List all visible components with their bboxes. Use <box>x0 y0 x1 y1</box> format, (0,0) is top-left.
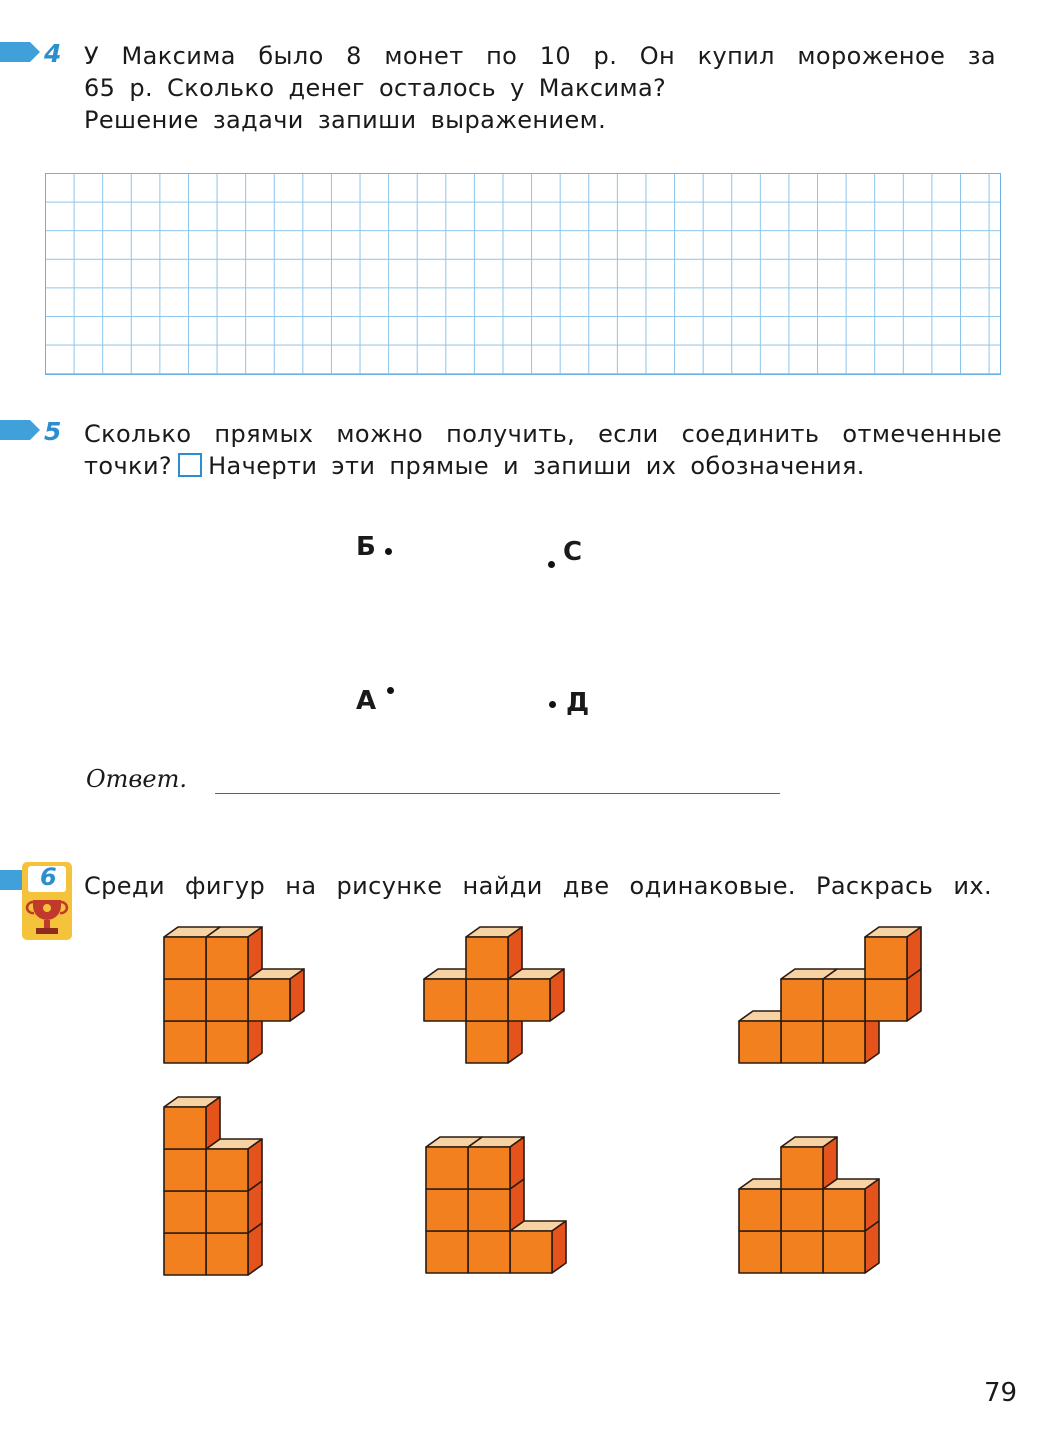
figure-3-cube-1-0 <box>781 1021 823 1063</box>
figure-1-cube-2-1 <box>248 969 304 1021</box>
task4-text <box>84 40 996 136</box>
figure-5[interactable] <box>412 1135 582 1295</box>
task6-text <box>84 870 992 902</box>
figure-6[interactable] <box>725 1135 895 1295</box>
point-a-label: А <box>356 686 377 716</box>
trophy-stem <box>44 920 50 928</box>
figure-5-cube-0-0 <box>426 1231 468 1273</box>
task5-number: 5 <box>44 417 62 446</box>
point-d-label: Д <box>566 688 590 718</box>
figure-5-cube-1-0 <box>468 1231 510 1273</box>
task4-line2: 65 р. Сколько денег осталось у Максима? <box>84 74 667 102</box>
answer-label: Ответ. <box>86 765 187 793</box>
task5-marker <box>0 420 40 440</box>
task5-text <box>84 418 1002 482</box>
figure-4-cube-0-1 <box>164 1191 206 1233</box>
point-b-dot <box>385 548 392 555</box>
figure-3[interactable] <box>725 925 935 1085</box>
figure-6-cube-0-0 <box>739 1231 781 1273</box>
point-d-dot <box>549 701 556 708</box>
figure-4[interactable] <box>150 1095 290 1295</box>
figure-1[interactable] <box>150 925 330 1085</box>
figure-5-cube-2-0 <box>510 1221 566 1273</box>
trophy-star <box>43 904 51 912</box>
figure-1-cube-0-1 <box>164 979 206 1021</box>
figure-4-cube-0-3 <box>164 1097 220 1149</box>
figure-5-cube-0-1 <box>426 1189 468 1231</box>
page-number: 79 <box>984 1378 1018 1408</box>
figure-6-cube-2-1 <box>823 1179 879 1231</box>
task5-line2a: точки? <box>84 452 173 480</box>
figure-3-cube-3-2 <box>865 927 921 979</box>
task5-line1: Сколько прямых можно получить, если соединить отмеченные <box>84 420 1002 448</box>
point-b-label: Б <box>356 532 376 562</box>
figure-1-cube-0-0 <box>164 1021 206 1063</box>
task6-number: 6 <box>40 863 57 891</box>
figure-2-cube-2-1 <box>508 969 564 1021</box>
trophy-base <box>36 928 58 934</box>
figure-2[interactable] <box>410 925 600 1085</box>
figure-6-cube-1-0 <box>781 1231 823 1273</box>
figure-2-cube-1-1 <box>466 979 508 1021</box>
point-a-dot <box>387 687 394 694</box>
answer-line[interactable] <box>215 793 780 794</box>
figure-6-cube-1-2 <box>781 1137 837 1189</box>
figure-4-cube-1-2 <box>206 1139 262 1191</box>
figure-5-cube-1-2 <box>468 1137 524 1189</box>
point-c-dot <box>548 561 555 568</box>
task4-marker <box>0 42 40 62</box>
point-c-label: С <box>563 537 583 567</box>
task4-number: 4 <box>44 39 62 68</box>
figure-4-cube-0-0 <box>164 1233 206 1275</box>
task4-line1: У Максима было 8 монет по 10 р. Он купил мороженое за <box>84 42 996 70</box>
task6-line: Среди фигур на рисунке найди две одинаковые. Раскрась их. <box>84 872 992 900</box>
figure-1-cube-1-2 <box>206 927 262 979</box>
figure-2-cube-1-2 <box>466 927 522 979</box>
task4-line3: Решение задачи запиши выражением. <box>84 106 607 134</box>
figure-4-cube-0-2 <box>164 1149 206 1191</box>
solution-grid[interactable] <box>45 173 1001 375</box>
figure-1-cube-1-1 <box>206 979 248 1021</box>
figure-6-cube-1-1 <box>781 1189 823 1231</box>
answer-box[interactable] <box>178 453 202 477</box>
task5-line2b: Начерти эти прямые и запиши их обозначения. <box>208 452 865 480</box>
